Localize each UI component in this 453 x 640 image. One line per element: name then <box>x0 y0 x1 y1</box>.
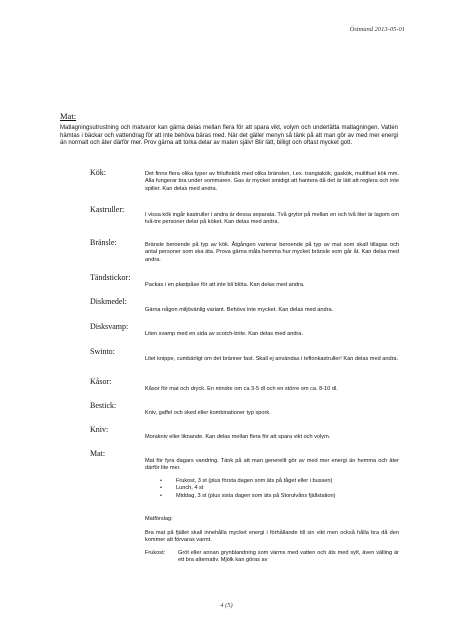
desc-mat: Mat för fyra dagars vandring. Tänk på att man generellt gör av med mer energi än hemma och äter därför lite mer. <box>145 458 399 472</box>
term-kniv: Kniv: <box>90 425 109 434</box>
desc-kniv: Morakniv eller liknande. Kan delas mellan flera för att spara vikt och volym. <box>145 434 331 440</box>
desc-swinto: Litet knippe, cumbärligt om det bränner fast. Skall ej användas i teflonkastruller! Kan delas med andra. <box>145 356 399 362</box>
page-header: Östmund 2013-05-01 <box>349 26 405 33</box>
intro-paragraph: Matlagningsutrustning och matvaror kan gärna delas mellan flera för att spara vikt, volym och underlätta matlagningen. Vatten hämtas i bäckar och vattendrag för att inte behöva bäras med. När det gäller menyn så tänk på att man gör av med mer energi än normalt och äter därför mer. Prov gärna att torka delar av maten själv! Blir lätt, billigt och oftast mycket gott. <box>60 125 398 147</box>
term-bransle: Bränsle: <box>90 238 117 247</box>
desc-bestick: Kniv, gaffel och sked eller kombinationer typ spork. <box>145 410 271 416</box>
term-mat: Mat: <box>90 449 106 458</box>
term-disksvamp: Disksvamp: <box>90 322 129 331</box>
desc-kasor: Kåsor för mat och dryck. En mindre om ca 3-5 dl och en större om ca. 8-10 dl. <box>145 386 338 392</box>
desc-kastruller: I vissa kök ingår kastruller i andra är dessa separata. Två grytor på mellan en och två liter är lagom om två-tre personer delar på köket. Kan delas med andra. <box>145 212 399 226</box>
desc-kok: Det finns flera olika typer av friluftskök med olika bränslen, t.ex. trangiakök, gaskök, multifuel kök mm. Alla fungerar bra under sommaren. Gas är mycket smidigt att hantera då det är lätt att reglera och inte spiller. Kan delas med andra. <box>145 171 399 192</box>
term-tandstickor: Tändstickor: <box>90 273 131 282</box>
meal-count-list <box>168 478 398 500</box>
meal-label-frukost: Frukost: <box>145 550 166 556</box>
term-bestick: Bestick: <box>90 401 117 410</box>
list-item: • Middag, 3 st (plus sista dagen som äts på Storulvåns fjällstation) <box>168 493 398 500</box>
term-swinto: Swinto: <box>90 347 115 356</box>
meal-text-frukost: Gröt eller annan grynblandning som värms med vatten och äts med sylt, även välling är ett bra alternativ. Mjölk kan göras av <box>178 550 399 564</box>
term-kastruller: Kastruller: <box>90 205 125 214</box>
term-kasor: Kåsor: <box>90 377 112 386</box>
desc-diskmedel: Gärna någon miljövänlig variant. Behövs inte mycket. Kan delas med andra. <box>145 307 334 313</box>
matforslag-text: Bra mat på fjället skall innehålla mycket energi i förhållande till sin vikt men också hålla bra då den kommer att förvaras varmt. <box>145 530 399 544</box>
section-title: Mat: <box>60 111 77 121</box>
desc-disksvamp: Liten svamp med en sida av scotch-brite. Kan delas med andra. <box>145 331 303 337</box>
matforslag-heading: Matförslag: <box>145 516 173 522</box>
term-kok: Kök: <box>90 168 106 177</box>
desc-tandstickor: Packas i en plastpåse för att inte bli blöta. Kan delas med andra. <box>145 282 305 288</box>
page-number: 4 (5) <box>220 602 233 609</box>
term-diskmedel: Diskmedel: <box>90 297 127 306</box>
desc-bransle: Bränsle beroende på typ av kök. Åtgången varierar beroende på typ av mat som skall tillagas och antal personer som ska äta. Prova gärna måla hemma hur mycket bränsle som går åt. Kan delas med andra. <box>145 242 399 263</box>
list-item: • Lunch, 4 st <box>168 485 398 492</box>
list-item: • Frukost, 3 st (plus första dagen som äts på tåget eller i bussen) <box>168 478 398 485</box>
